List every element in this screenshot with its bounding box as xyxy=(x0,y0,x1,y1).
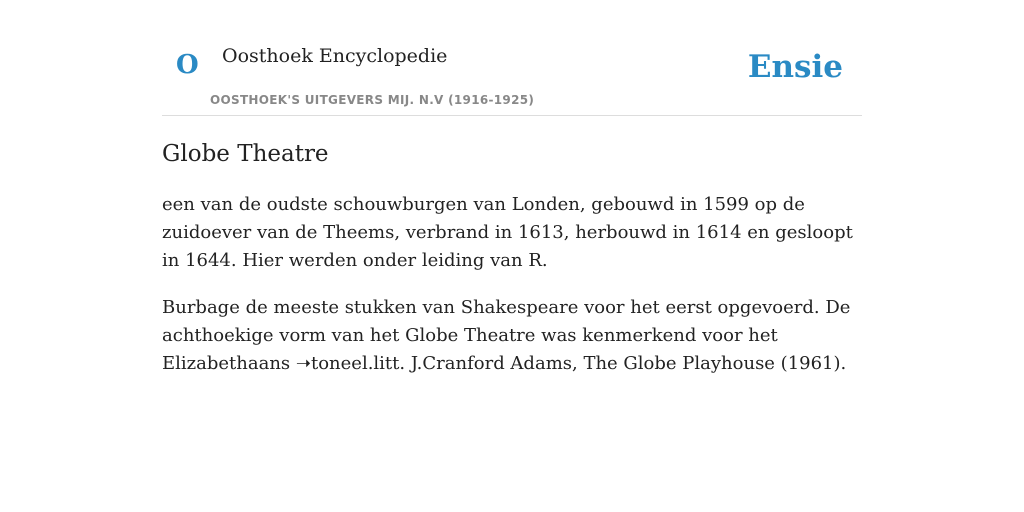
source-title-link[interactable]: Oosthoek Encyclopedie xyxy=(222,45,448,67)
article-title: Globe Theatre xyxy=(162,141,329,167)
ensie-logo-link[interactable]: Ensie xyxy=(747,49,843,85)
source-header xyxy=(162,0,862,116)
toneel-crossref-link[interactable]: ➝toneel.litt. xyxy=(295,353,406,374)
publisher-label: OOSTHOEK'S UITGEVERS MIJ. N.V (1916-1925) xyxy=(210,93,535,107)
article-paragraph-1: een van de oudste schouwburgen van Londen, gebouwd in 1599 op de zuidoever van de Theems, verbrand in 1613, herbouwd in 1614 en gesloopt in 1644. Hier werden onder leiding van R. xyxy=(162,194,853,271)
page xyxy=(162,0,862,378)
source-logo[interactable]: O xyxy=(176,50,199,80)
paragraph-2-text: Burbage de meeste stukken van Shakespeare voor het eerst opgevoerd. De achthoekige vorm van het Globe Theatre was kenmerkend voor het Elizabethaans xyxy=(162,297,851,374)
paragraph-2-tail: J.Cranford Adams, The Globe Playhouse (1961). xyxy=(405,353,847,374)
article-paragraph-2 xyxy=(162,294,862,378)
